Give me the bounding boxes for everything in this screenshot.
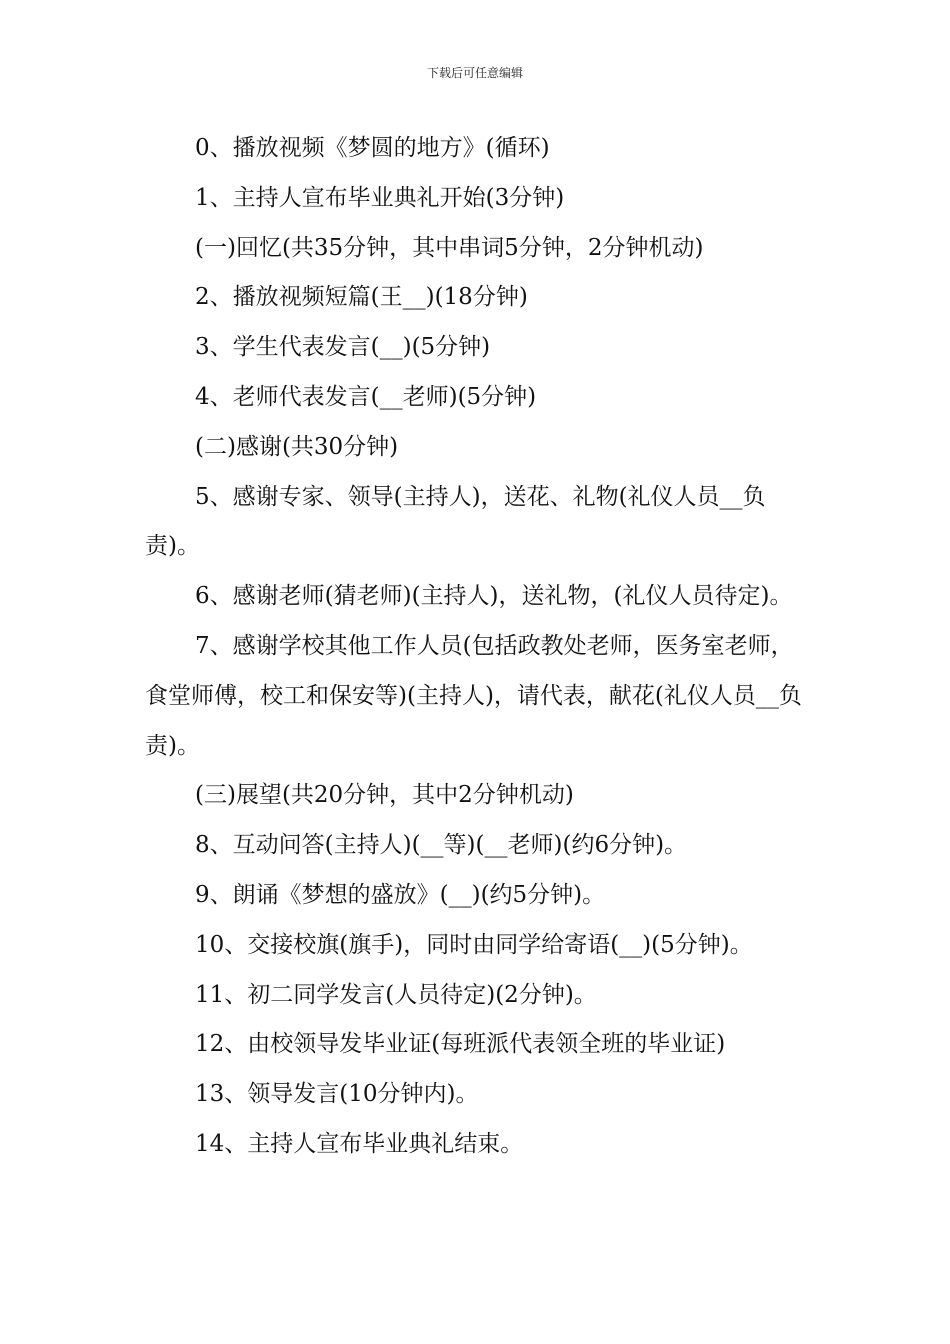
paragraph: 1、主持人宣布毕业典礼开始(3分钟) [195,184,565,211]
paragraph: 11、初二同学发言(人员待定)(2分钟)。 [195,981,597,1008]
document-body [145,124,810,1170]
paragraph: 4、老师代表发言(__老师)(5分钟) [195,383,537,410]
paragraph: 2、播放视频短篇(王__)(18分钟) [195,284,528,311]
section-heading: (二)感谢(共30分钟) [195,433,399,460]
paragraph: 3、学生代表发言(__)(5分钟) [195,334,491,361]
paragraph: 5、感谢专家、领导(主持人)，送花、礼物(礼仪人员__负责)。 [145,483,766,560]
paragraph: 6、感谢老师(猜老师)(主持人)，送礼物，(礼仪人员待定)。 [195,583,793,610]
paragraph: 10、交接校旗(旗手)，同时由同学给寄语(__)(5分钟)。 [195,931,753,958]
paragraph: 12、由校领导发毕业证(每班派代表领全班的毕业证) [195,1031,726,1058]
paragraph: 7、感谢学校其他工作人员(包括政教处老师，医务室老师，食堂师傅，校工和保安等)(主持人)，请代表，献花(礼仪人员__负责)。 [145,632,802,759]
paragraph: 9、朗诵《梦想的盛放》(__)(约5分钟)。 [195,881,606,908]
paragraph: 13、领导发言(10分钟内)。 [195,1081,479,1108]
paragraph: 8、互动问答(主持人)(__等)(__老师)(约6分钟)。 [195,832,688,859]
page-header: 下载后可任意编辑 [426,66,523,80]
paragraph: 0、播放视频《梦圆的地方》(循环) [195,135,550,161]
paragraph: 14、主持人宣布毕业典礼结束。 [195,1130,524,1157]
section-heading: (一)回忆(共35分钟，其中串词5分钟，2分钟机动) [195,234,704,261]
section-heading: (三)展望(共20分钟，其中2分钟机动) [195,782,574,809]
